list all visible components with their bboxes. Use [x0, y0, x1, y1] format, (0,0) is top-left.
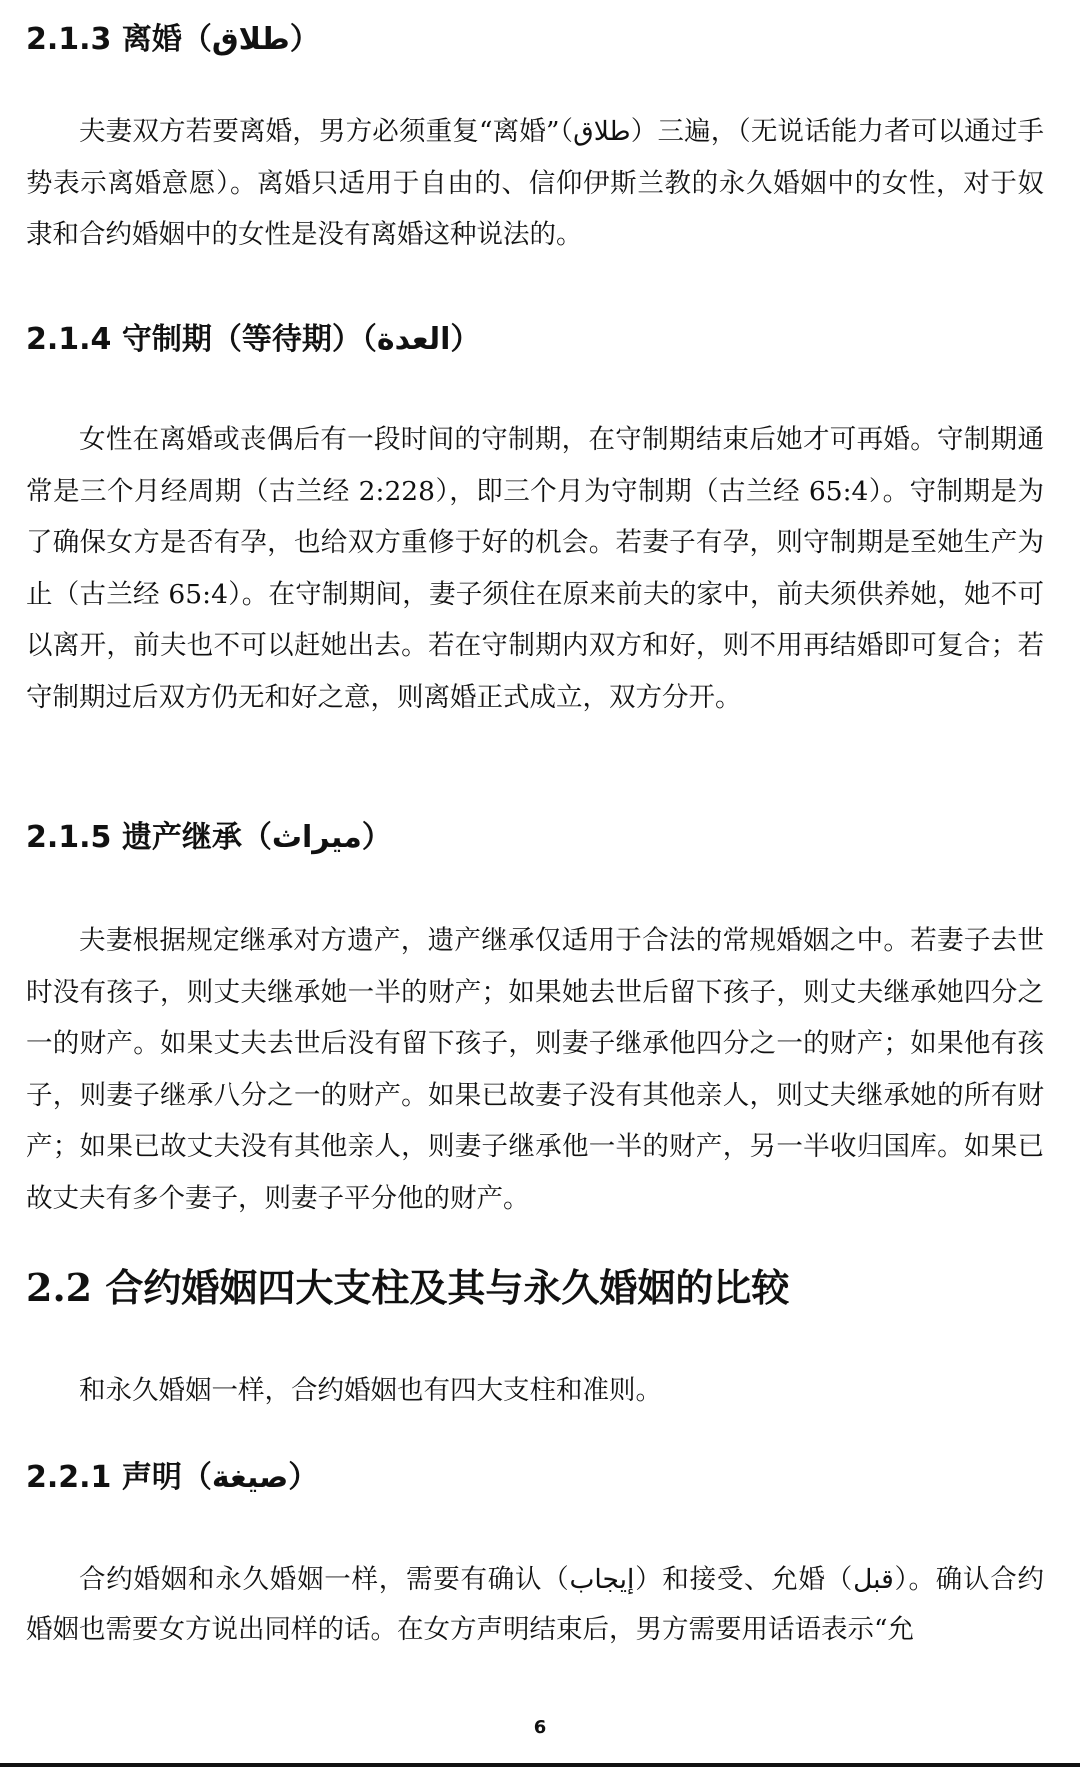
paragraph-declaration: 合约婚姻和永久婚姻一样，需要有确认（إيجاب）和接受、允婚（قبل）。确认合约婚姻也需要女方说出同样的话。在女方声明结束后，男方需要用话语表示“允 [26, 1564, 1045, 1645]
paragraph-divorce: 夫妻双方若要离婚，男方必须重复“离婚”（طلاق）三遍，（无说话能力者可以通过手势表示离婚意愿）。离婚只适用于自由的、信仰伊斯兰教的永久婚姻中的女性，对于奴隶和合约婚姻中的女性是没有离婚这种说法的。 [26, 116, 1044, 250]
paragraph-waiting-period: 女性在离婚或丧偶后有一段时间的守制期，在守制期结束后她才可再婚。守制期通常是三个月经周期（古兰经 2:228），即三个月为守制期（古兰经 65:4）。守制期是为了确保女方是否有孕，也给双方重修于好的机会。若妻子有孕，则守制期是至她生产为止（古兰经 65:4）。在守制期间，妻子须住在原来前夫的家中，前夫须供养她，她不可以离开，前夫也不可以赶她出去。若在守制期内双方和好，则不用再结婚即可复合；若守制期过后双方仍无和好之意，则离婚正式成立，双方分开。 [26, 424, 1044, 713]
section-heading-2-1-3: 2.1.3 离婚（طلاق） [26, 22, 320, 57]
section-heading-2-2: 2.2 合约婚姻四大支柱及其与永久婚姻的比较 [26, 1265, 790, 1310]
page-number: 6 [533, 1717, 547, 1738]
section-heading-2-2-1: 2.2.1 声明（صيغة） [26, 1460, 319, 1495]
paragraph-inheritance: 夫妻根据规定继承对方遗产，遗产继承仅适用于合法的常规婚姻之中。若妻子去世时没有孩子，则丈夫继承她一半的财产；如果她去世后留下孩子，则丈夫继承她四分之一的财产。如果丈夫去世后没有留下孩子，则妻子继承他四分之一的财产；如果他有孩子，则妻子继承八分之一的财产。如果已故妻子没有其他亲人，则丈夫继承她的所有财产；如果已故丈夫没有其他亲人，则妻子继承他一半的财产，另一半收归国库。如果已故丈夫有多个妻子，则妻子平分他的财产。 [26, 925, 1044, 1214]
bottom-border [0, 1763, 1080, 1767]
section-heading-2-1-5: 2.1.5 遗产继承（ميراث） [26, 820, 392, 855]
paragraph-four-pillars: 和永久婚姻一样，合约婚姻也有四大支柱和准则。 [79, 1375, 662, 1406]
section-heading-2-1-4: 2.1.4 守制期（等待期）（العدة） [26, 322, 481, 357]
